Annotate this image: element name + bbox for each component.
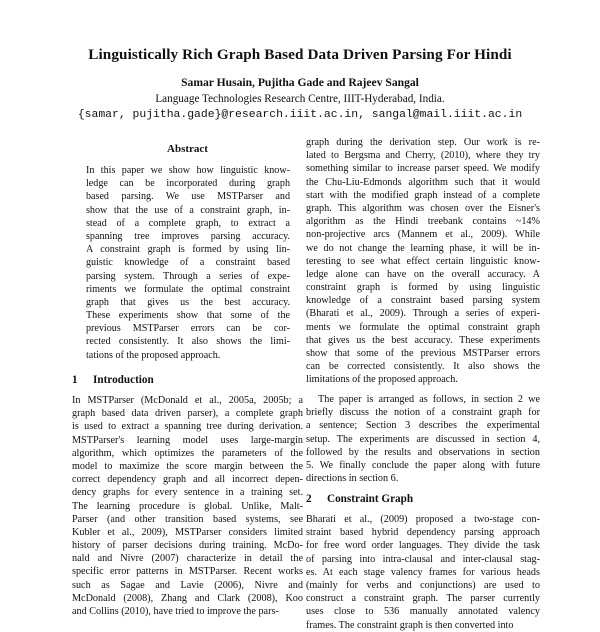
text-line: history of parser decisions during training. McDo- [72,540,303,552]
text-line: straint based hybrid dependency parsing approach [306,527,540,539]
text-line: for free word order languages. They divide the task [306,540,540,552]
text-line: briefly discuss the notion of a constraint graph for [306,407,540,419]
text-line: Kubler et al., 2009), MSTParser considers limited [72,526,303,538]
text-line: The paper is arranged as follows, in section 2 we [318,394,540,405]
text-line: The learning procedure is global. Unlike, Malt- [72,500,303,512]
text-line: (mainly for verbs and conjunctions) are used to [306,579,540,591]
text-line: ments we formulate the optimal constraint graph [306,321,540,333]
text-line: directions in section 6. [306,473,399,485]
abstract-heading: Abstract [167,143,208,155]
text-line: we do not change the learning phase, it will be in- [306,242,540,254]
text-line: specific error patterns in MSTParser. Recent works [72,566,303,578]
text-line: limitations of the proposed approach. [306,374,458,386]
text-line: previous MSTParser errors can be cor- [86,323,290,335]
text-line: graph during the derivation step. Our work is re- [306,137,540,148]
text-line: setup. The experiments are discussed in section 4, [306,433,540,445]
text-line: dency graphs for every sentence in a training set. [72,487,303,499]
text-line: In this paper we show how linguistic know- [86,165,290,176]
text-line: based parsing. We use MSTParser and [86,191,290,203]
section-number: 1 [72,374,78,386]
text-line: ledge can be incorporated during graph [86,178,290,190]
author-list: Samar Husain, Pujitha Gade and Rajeev Sangal [181,76,419,89]
paper-outline-paragraph [306,393,540,485]
text-line: followed by the results and observations in section [306,446,540,458]
text-line: parsing system. Through a series of expe- [86,270,290,282]
text-line: correct dependency graph and all incorrect depen- [72,474,303,486]
text-line: teresting to see what effect certain linguistic know- [306,255,540,267]
text-line: rected consistently. It also shows the limi- [86,336,290,348]
text-line: ledge alone can have on the overall accuracy. A [306,268,540,280]
section-heading-constraint-graph [306,493,413,505]
text-line: riments we formulate the optimal constraint [86,283,290,295]
section-title: Introduction [93,374,154,386]
text-line: such as Sagae and Lavie (2006), Nivre and [72,579,303,591]
author-email: {samar, pujitha.gade}@research.iiit.ac.in, sangal@mail.iiit.ac.in [77,109,523,121]
text-line: of parsing into intra-clausal and inter-clausal stag- [306,553,540,565]
paper-title: Linguistically Rich Graph Based Data Driven Parsing For Hindi [88,46,512,63]
text-line: graph that gives us the best accuracy. [86,296,290,308]
text-line: knowledge of a constraint based parsing system [306,295,540,307]
text-line: show that some of the previous MSTParser errors [306,348,540,359]
introduction-continued-body [306,136,540,387]
text-line: lated to Bergsma and Cherry, (2010), where they try [306,150,540,162]
text-line: nald and Nivre (2007) characterize in detail the [72,553,303,565]
text-line: stead of a complete graph, to extract a [86,217,290,229]
text-line: These experiments show that some of the [86,310,290,322]
affiliation: Language Technologies Research Centre, IIIT-Hyderabad, India. [155,93,445,105]
text-line: algorithm, which optimizes the parameters of the [72,447,303,459]
text-line: the Chu-Liu-Edmonds algorithm such that it would [306,176,540,188]
text-line: A constraint graph is formed by using lin- [86,244,290,256]
text-line: start with the modified graph instead of a complete [306,189,540,201]
text-line: constraint graph is formed by using linguistic [306,282,540,294]
text-line: is used to extract a spanning tree during derivation. [72,421,303,433]
text-line: uses close to 536 manually annotated valency [306,606,540,618]
section-heading-introduction [72,374,154,386]
text-line: that gives us the best accuracy. These experiments [306,334,540,346]
text-line: something similar to increase parser speed. We modify [306,163,540,175]
section-number: 2 [306,493,312,505]
constraint-graph-body [306,513,540,632]
text-line: (Bharati et al., 2009). Through a series of experi- [306,308,540,320]
text-line: a sentence; Section 3 describes the experimental [306,420,540,432]
text-line: In MSTParser (McDonald et al., 2005a, 2005b; a [72,395,303,406]
abstract-body [86,164,290,362]
text-line: graph based data driven parser), a complete graph [72,408,303,420]
text-line: guistic knowledge of a constraint based [86,257,290,269]
text-line: and Collins (2010), have tried to improve the pars- [72,606,279,617]
text-line: can be corrected consistently. It also shows the [306,361,540,373]
text-line: 5. We finally conclude the paper along with future [306,459,540,471]
section-title: Constraint Graph [327,493,414,505]
text-line: construct a constraint graph. The parser currently [306,593,540,605]
text-line: model to maximize the score margin between the [72,460,303,472]
text-line: algorithm as the Hindi treebank contains ~14% [306,216,540,228]
text-line: Parser (and other transition based systems, see [72,513,303,525]
text-line: non-projective arcs (Mannem et al., 2009). While [306,229,540,241]
text-line: McDonald (2008), Zhang and Clark (2008), Koo [72,592,303,604]
text-line: show that the use of a constraint graph, in- [86,204,290,216]
introduction-body [72,394,303,618]
text-line: tations of the proposed approach. [86,349,221,361]
text-line: es. At each stage valency frames for various heads [306,566,540,578]
text-line: spanning tree improves parsing accuracy. [86,230,290,242]
text-line: graph. This algorithm was chosen over the Eisner's [306,202,540,214]
text-line: frames. The constraint graph is then converted into [306,619,514,631]
text-line: MSTParser's learning model uses large-margin [72,434,303,446]
text-line: Bharati et al., (2009) proposed a two-stage con- [306,514,540,525]
